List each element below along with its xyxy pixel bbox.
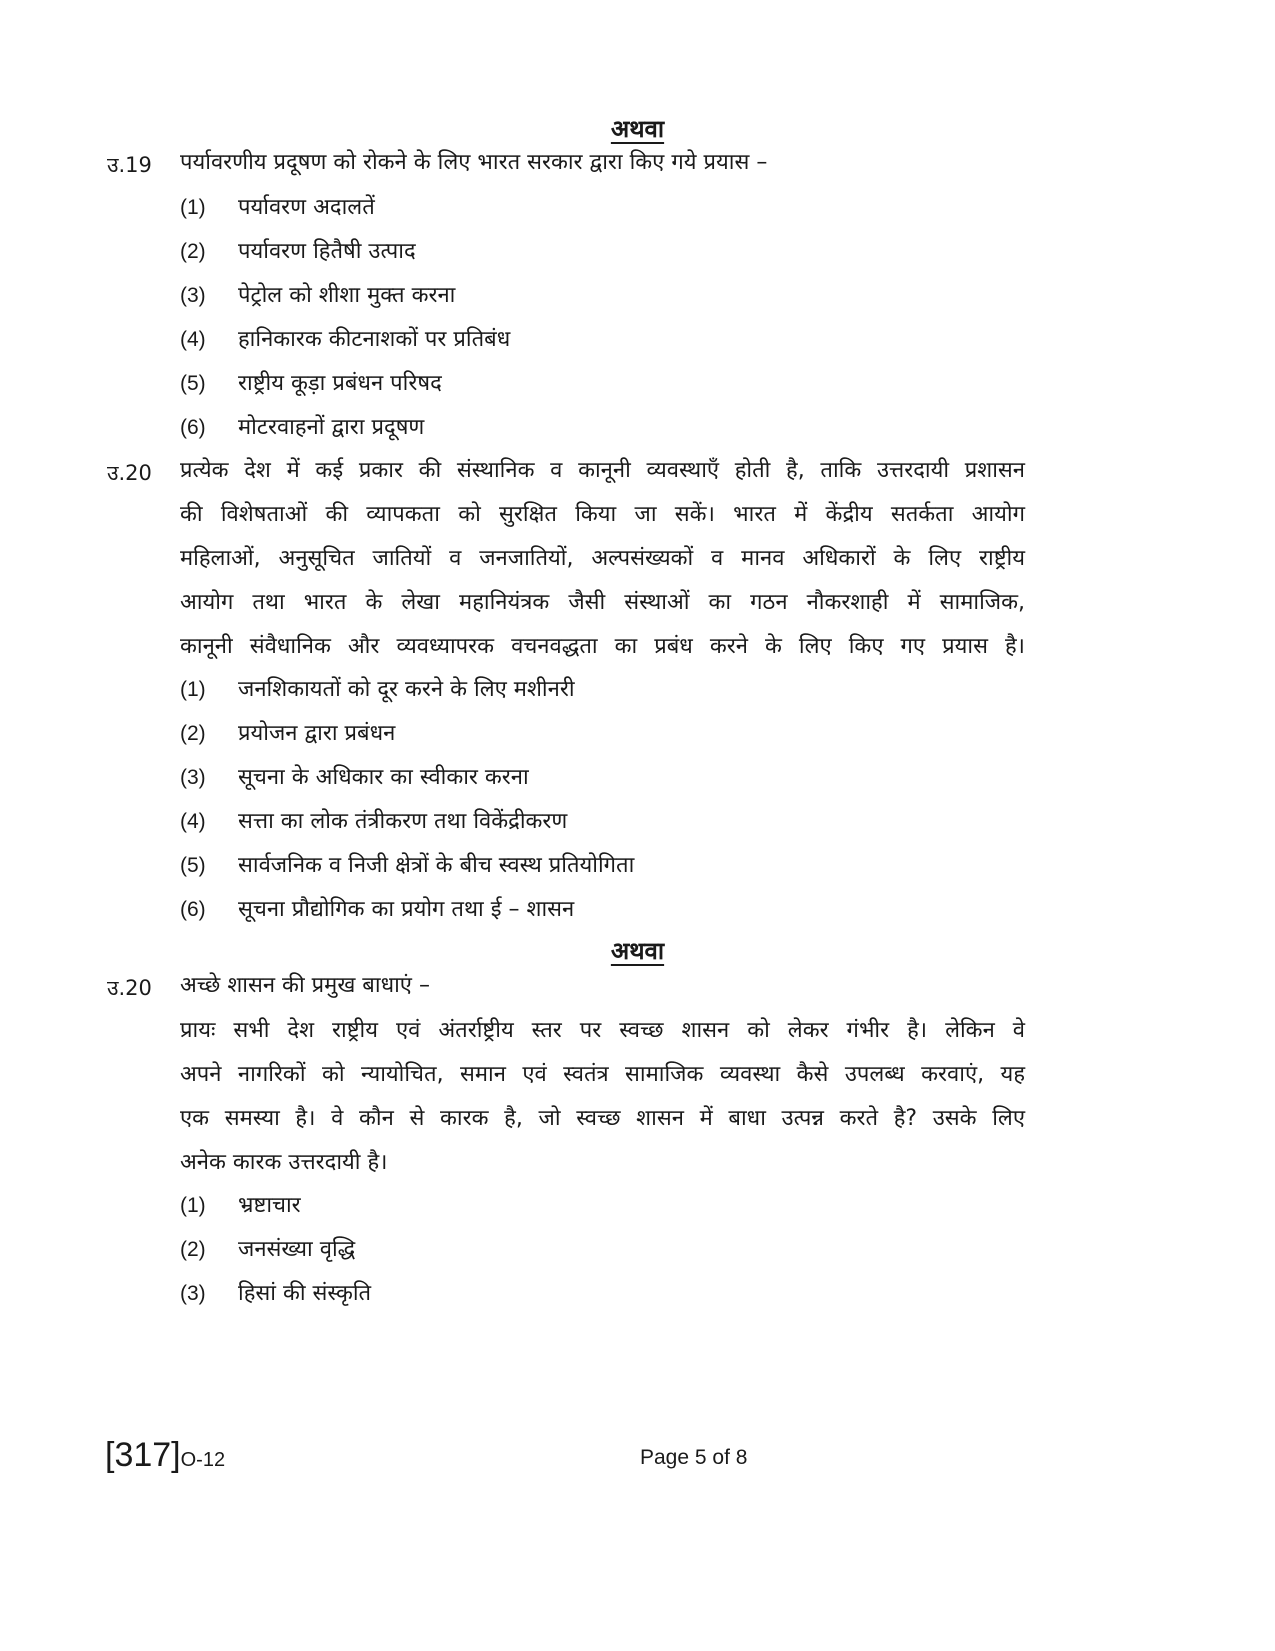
- list-item: (2) जनसंख्या वृद्धि: [180, 1237, 356, 1262]
- page-number: Page 5 of 8: [640, 1446, 748, 1469]
- list-item: (2) पर्यावरण हितैषी उत्पाद: [180, 239, 416, 264]
- list-item: (3) पेट्रोल को शीशा मुक्त करना: [180, 283, 456, 308]
- list-item: (4) सत्ता का लोक तंत्रीकरण तथा विकेंद्रीकरण: [180, 809, 568, 834]
- paper-code-main: [317]: [105, 1436, 181, 1474]
- list-item: (3) सूचना के अधिकार का स्वीकार करना: [180, 765, 529, 790]
- paragraph-line: की विशेषताओं की व्यापकता को सुरक्षित किया जा सकें। भारत में केंद्रीय सतर्कता आयोग: [180, 502, 1025, 527]
- heading-text: अथवा: [610, 937, 665, 965]
- list-item: (4) हानिकारक कीटनाशकों पर प्रतिबंध: [180, 327, 511, 352]
- paragraph-line: आयोग तथा भारत के लेखा महानियंत्रक जैसी संस्थाओं का गठन नौकरशाही में सामाजिक,: [180, 590, 1025, 615]
- list-item: (6) मोटरवाहनों द्वारा प्रदूषण: [180, 415, 425, 440]
- heading-text: अथवा: [610, 115, 665, 143]
- paragraph-line: एक समस्या है। वे कौन से कारक है, जो स्वच्छ शासन में बाधा उत्पन्न करते है? उसके लिए: [180, 1106, 1025, 1131]
- paragraph-line: अपने नागरिकों को न्यायोचित, समान एवं स्वतंत्र सामाजिक व्यवस्था कैसे उपलब्ध करवाएं, यह: [180, 1062, 1025, 1087]
- question-number-20: उ.20: [107, 461, 152, 485]
- list-item: (5) सार्वजनिक व निजी क्षेत्रों के बीच स्वस्थ प्रतियोगिता: [180, 853, 635, 878]
- question-title-20-alt: अच्छे शासन की प्रमुख बाधाएं –: [180, 973, 430, 998]
- list-item: (2) प्रयोजन द्वारा प्रबंधन: [180, 721, 396, 746]
- question-number-19: उ.19: [107, 153, 152, 177]
- list-item: (6) सूचना प्रौद्योगिक का प्रयोग तथा ई – शासन: [180, 897, 575, 922]
- list-item: (5) राष्ट्रीय कूड़ा प्रबंधन परिषद: [180, 371, 442, 396]
- list-item: (1) जनशिकायतों को दूर करने के लिए मशीनरी: [180, 677, 575, 702]
- paragraph-line: महिलाओं, अनुसूचित जातियों व जनजातियों, अल्पसंख्यकों व मानव अधिकारों के लिए राष्ट्रीय: [180, 546, 1025, 571]
- paragraph-line: प्रायः सभी देश राष्ट्रीय एवं अंतर्राष्ट्रीय स्तर पर स्वच्छ शासन को लेकर गंभीर है। लेकिन वे: [180, 1018, 1025, 1043]
- list-item: (1) भ्रष्टाचार: [180, 1193, 301, 1218]
- section-heading-athva-2: [0, 936, 1275, 966]
- list-item: (3) हिसां की संस्कृति: [180, 1281, 372, 1306]
- paper-code-suffix: O-12: [180, 1449, 226, 1471]
- paragraph-line: कानूनी संवैधानिक और व्यवध्यापरक वचनवद्धता का प्रबंध करने के लिए किए गए प्रयास है।: [180, 634, 1025, 659]
- paragraph-line: प्रत्येक देश में कई प्रकार की संस्थानिक व कानूनी व्यवस्थाएँ होती है, ताकि उत्तरदायी प्रशासन: [180, 458, 1025, 483]
- question-number-20-alt: उ.20: [107, 976, 152, 1000]
- section-heading-athva-1: [0, 114, 1275, 144]
- list-item: (1) पर्यावरण अदालतें: [180, 195, 375, 220]
- question-title-19: पर्यावरणीय प्रदूषण को रोकने के लिए भारत सरकार द्वारा किए गये प्रयास –: [180, 150, 768, 175]
- paragraph-line: अनेक कारक उत्तरदायी है।: [180, 1150, 388, 1175]
- paper-code: [105, 1435, 225, 1480]
